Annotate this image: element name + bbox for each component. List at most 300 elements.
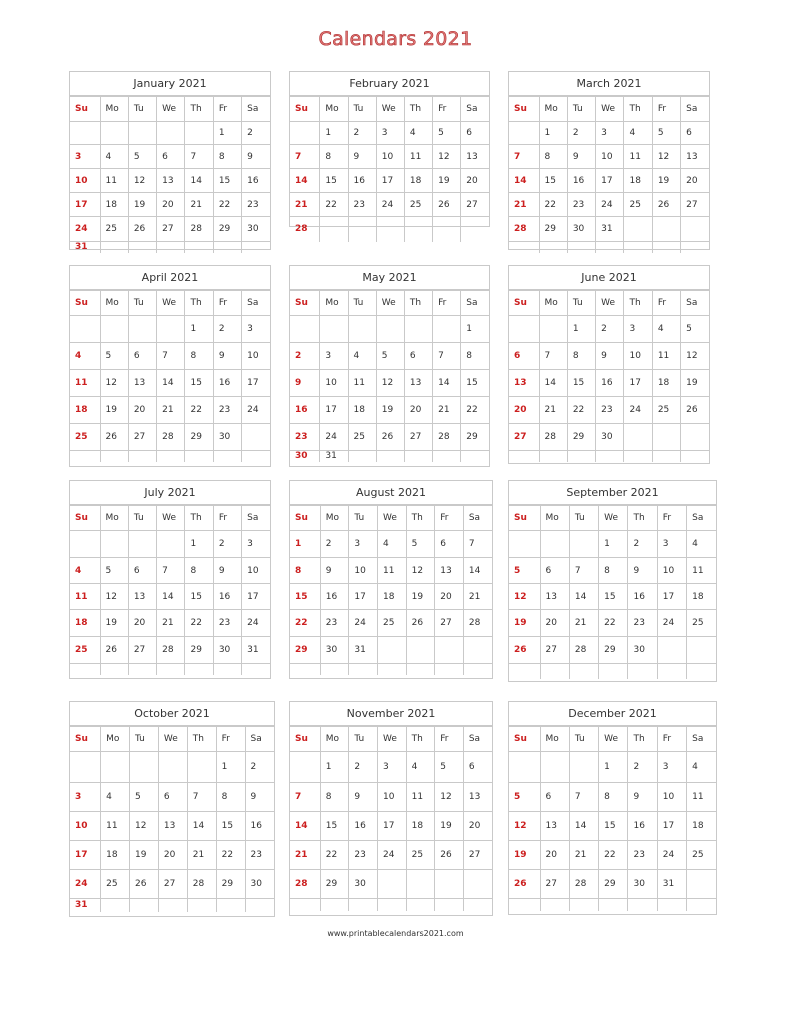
month-may	[289, 265, 490, 467]
month-march	[508, 71, 710, 250]
day-cell: 3	[376, 122, 404, 145]
day-cell: 10	[320, 370, 348, 397]
day-cell: 15	[567, 370, 595, 397]
day-cell: 9	[290, 370, 320, 397]
day-cell: 16	[213, 584, 241, 610]
day-cell: 9	[320, 558, 349, 584]
month-title: June 2021	[509, 266, 709, 290]
weekday-header: We	[599, 727, 628, 752]
weekday-header: Su	[290, 506, 320, 531]
day-cell: 1	[539, 122, 567, 145]
day-cell: 7	[569, 783, 598, 812]
day-cell	[128, 242, 156, 253]
day-cell: 14	[157, 370, 185, 397]
day-cell	[290, 752, 320, 783]
day-cell: 10	[70, 169, 100, 193]
day-cell: 26	[509, 637, 540, 664]
day-cell: 3	[349, 531, 378, 558]
weekday-header: Tu	[128, 506, 156, 531]
day-cell	[128, 122, 156, 145]
day-cell: 28	[509, 217, 539, 242]
day-cell	[320, 664, 349, 675]
day-cell	[70, 316, 100, 343]
day-cell: 5	[509, 558, 540, 584]
day-cell	[540, 664, 569, 679]
day-cell: 13	[540, 584, 569, 610]
day-cell: 22	[213, 193, 241, 217]
day-cell: 6	[435, 531, 464, 558]
day-cell: 15	[461, 370, 489, 397]
day-cell: 30	[596, 424, 624, 451]
day-cell: 21	[569, 610, 598, 637]
weekday-header: Tu	[348, 291, 376, 316]
weekday-header: Su	[290, 291, 320, 316]
week-row	[70, 812, 274, 841]
week-row	[509, 242, 709, 253]
weekday-header: Fr	[216, 727, 245, 752]
day-cell: 5	[406, 531, 435, 558]
weekday-header: Tu	[128, 97, 156, 122]
day-cell	[129, 899, 158, 912]
day-cell: 29	[567, 424, 595, 451]
weekday-header: Su	[290, 97, 320, 122]
day-cell: 29	[216, 870, 245, 899]
weekday-header: Tu	[567, 97, 595, 122]
day-cell	[158, 752, 187, 783]
day-cell	[216, 899, 245, 912]
day-cell	[463, 664, 492, 675]
weekday-header: Th	[628, 727, 657, 752]
weekday-header: Th	[628, 506, 657, 531]
week-row	[509, 343, 709, 370]
weekday-header: Su	[70, 727, 101, 752]
day-cell	[128, 531, 156, 558]
day-cell: 6	[404, 343, 432, 370]
day-cell: 7	[290, 783, 320, 812]
day-cell: 1	[185, 316, 213, 343]
day-cell: 5	[128, 145, 156, 169]
weekday-header: We	[376, 291, 404, 316]
weekday-header: Tu	[128, 291, 156, 316]
day-cell	[435, 664, 464, 675]
day-cell: 27	[128, 637, 156, 664]
day-cell: 17	[70, 193, 100, 217]
week-row	[290, 316, 489, 343]
day-cell: 24	[378, 841, 407, 870]
day-cell: 2	[213, 316, 241, 343]
day-cell: 16	[628, 584, 657, 610]
day-cell	[157, 122, 185, 145]
day-cell: 23	[245, 841, 274, 870]
weekday-header: Fr	[213, 506, 241, 531]
week-row	[290, 637, 492, 664]
weekday-header: Fr	[213, 291, 241, 316]
day-cell: 13	[681, 145, 709, 169]
weekday-header: Th	[187, 727, 216, 752]
day-cell: 6	[681, 122, 709, 145]
month-october	[69, 701, 275, 917]
week-row	[290, 451, 489, 462]
week-row	[290, 122, 489, 145]
weekday-header: Fr	[657, 727, 686, 752]
day-cell: 22	[185, 397, 213, 424]
day-cell: 19	[652, 169, 680, 193]
day-cell: 10	[242, 558, 270, 584]
day-cell: 24	[596, 193, 624, 217]
day-cell: 23	[596, 397, 624, 424]
day-cell	[157, 242, 185, 253]
day-cell: 10	[242, 343, 270, 370]
day-cell: 25	[624, 193, 652, 217]
day-cell: 11	[687, 783, 716, 812]
month-day-grid	[290, 96, 489, 242]
weekday-header: Su	[70, 506, 100, 531]
day-cell: 22	[320, 193, 348, 217]
week-row	[70, 343, 270, 370]
day-cell: 15	[290, 584, 320, 610]
weekday-header: Su	[509, 97, 539, 122]
day-cell: 8	[461, 343, 489, 370]
day-cell: 28	[185, 217, 213, 242]
day-cell: 27	[540, 870, 569, 899]
weekday-header: Su	[509, 727, 540, 752]
footer-url[interactable]: www.printablecalendars2021.com	[327, 929, 464, 938]
weekday-header: Su	[290, 727, 320, 752]
day-cell: 11	[406, 783, 435, 812]
day-cell: 26	[433, 193, 461, 217]
day-cell: 3	[242, 531, 270, 558]
day-cell: 12	[100, 370, 128, 397]
week-row	[70, 193, 270, 217]
day-cell	[509, 899, 540, 911]
day-cell	[628, 664, 657, 679]
weekday-header: We	[596, 291, 624, 316]
day-cell: 20	[540, 610, 569, 637]
month-title: April 2021	[70, 266, 270, 290]
day-cell: 15	[599, 584, 628, 610]
week-row	[290, 558, 492, 584]
day-cell: 29	[185, 424, 213, 451]
week-row	[70, 899, 274, 912]
day-cell: 16	[320, 584, 349, 610]
day-cell	[101, 899, 130, 912]
week-row	[509, 370, 709, 397]
day-cell: 14	[290, 812, 320, 841]
weekday-header: Mo	[320, 727, 349, 752]
day-cell: 23	[213, 397, 241, 424]
day-cell	[461, 451, 489, 462]
day-cell	[509, 316, 539, 343]
day-cell: 27	[128, 424, 156, 451]
weekday-header: Fr	[652, 97, 680, 122]
day-cell: 23	[628, 610, 657, 637]
day-cell: 28	[433, 424, 461, 451]
day-cell: 3	[596, 122, 624, 145]
week-row	[70, 217, 270, 242]
day-cell	[657, 637, 686, 664]
day-cell: 25	[687, 841, 716, 870]
day-cell: 21	[290, 841, 320, 870]
day-cell: 20	[461, 169, 489, 193]
day-cell	[435, 899, 464, 911]
day-cell: 31	[320, 451, 348, 462]
day-cell: 26	[128, 217, 156, 242]
week-row	[509, 899, 716, 911]
month-february	[289, 71, 490, 235]
day-cell: 18	[624, 169, 652, 193]
day-cell: 22	[216, 841, 245, 870]
day-cell	[657, 664, 686, 679]
day-cell: 12	[509, 584, 540, 610]
day-cell: 18	[687, 812, 716, 841]
weekday-header: We	[157, 97, 185, 122]
day-cell: 4	[378, 531, 407, 558]
day-cell: 30	[349, 870, 378, 899]
day-cell: 21	[463, 584, 492, 610]
day-cell: 6	[463, 752, 492, 783]
month-day-grid	[509, 726, 716, 911]
day-cell: 27	[461, 193, 489, 217]
day-cell: 7	[157, 343, 185, 370]
day-cell: 5	[129, 783, 158, 812]
day-cell	[624, 217, 652, 242]
day-cell: 13	[435, 558, 464, 584]
day-cell: 17	[378, 812, 407, 841]
day-cell	[657, 899, 686, 911]
day-cell: 30	[628, 637, 657, 664]
weekday-header: Mo	[320, 97, 348, 122]
day-cell: 1	[567, 316, 595, 343]
day-cell: 7	[569, 558, 598, 584]
week-row	[509, 558, 716, 584]
month-day-grid	[509, 96, 709, 253]
day-cell: 28	[187, 870, 216, 899]
day-cell: 22	[185, 610, 213, 637]
week-row	[290, 783, 492, 812]
day-cell	[599, 899, 628, 911]
week-row	[290, 217, 489, 242]
day-cell: 12	[433, 145, 461, 169]
day-cell: 7	[187, 783, 216, 812]
day-cell: 12	[509, 812, 540, 841]
day-cell	[433, 316, 461, 343]
week-row	[70, 370, 270, 397]
day-cell: 27	[681, 193, 709, 217]
day-cell: 26	[406, 610, 435, 637]
week-row	[509, 397, 709, 424]
day-cell: 17	[349, 584, 378, 610]
day-cell: 14	[539, 370, 567, 397]
day-cell: 8	[185, 343, 213, 370]
day-cell: 25	[652, 397, 680, 424]
weekday-header: Sa	[687, 727, 716, 752]
day-cell: 29	[599, 870, 628, 899]
day-cell	[213, 451, 241, 462]
weekday-header: Sa	[463, 727, 492, 752]
day-cell: 23	[213, 610, 241, 637]
day-cell: 25	[406, 841, 435, 870]
day-cell: 16	[348, 169, 376, 193]
day-cell: 27	[404, 424, 432, 451]
day-cell: 9	[349, 783, 378, 812]
week-row	[290, 870, 492, 899]
day-cell	[290, 316, 320, 343]
day-cell: 5	[376, 343, 404, 370]
week-row	[290, 169, 489, 193]
month-day-grid	[70, 96, 270, 253]
day-cell: 12	[681, 343, 709, 370]
day-cell: 8	[290, 558, 320, 584]
day-cell: 4	[101, 783, 130, 812]
day-cell: 13	[128, 370, 156, 397]
day-cell	[157, 664, 185, 675]
day-cell: 11	[687, 558, 716, 584]
day-cell: 18	[70, 397, 100, 424]
day-cell: 24	[657, 610, 686, 637]
day-cell	[406, 899, 435, 911]
day-cell: 24	[242, 610, 270, 637]
weekday-header: We	[599, 506, 628, 531]
weekday-header: Tu	[349, 727, 378, 752]
day-cell: 20	[404, 397, 432, 424]
day-cell	[624, 424, 652, 451]
day-cell	[596, 451, 624, 462]
day-cell	[596, 242, 624, 253]
day-cell: 12	[652, 145, 680, 169]
day-cell	[569, 531, 598, 558]
day-cell	[185, 451, 213, 462]
day-cell: 20	[435, 584, 464, 610]
weekday-header: Fr	[435, 506, 464, 531]
day-cell: 4	[348, 343, 376, 370]
day-cell: 7	[185, 145, 213, 169]
day-cell: 18	[101, 841, 130, 870]
weekday-header: Th	[185, 97, 213, 122]
day-cell	[242, 242, 270, 253]
weekday-header: Mo	[100, 97, 128, 122]
month-title: December 2021	[509, 702, 716, 726]
day-cell	[687, 637, 716, 664]
day-cell	[348, 217, 376, 242]
day-cell	[687, 664, 716, 679]
day-cell	[681, 242, 709, 253]
day-cell: 5	[100, 343, 128, 370]
day-cell: 1	[290, 531, 320, 558]
day-cell: 20	[128, 397, 156, 424]
day-cell	[320, 217, 348, 242]
day-cell	[70, 122, 100, 145]
day-cell: 4	[70, 343, 100, 370]
day-cell: 9	[628, 558, 657, 584]
day-cell	[70, 451, 100, 462]
day-cell: 13	[540, 812, 569, 841]
day-cell	[433, 217, 461, 242]
day-cell: 17	[242, 370, 270, 397]
day-cell: 11	[70, 584, 100, 610]
day-cell: 27	[463, 841, 492, 870]
day-cell: 15	[216, 812, 245, 841]
week-row	[290, 584, 492, 610]
day-cell: 13	[158, 812, 187, 841]
day-cell: 25	[687, 610, 716, 637]
month-day-grid	[290, 290, 489, 462]
week-row	[70, 145, 270, 169]
day-cell: 24	[320, 424, 348, 451]
month-day-grid	[290, 505, 492, 675]
day-cell: 1	[185, 531, 213, 558]
day-cell	[628, 899, 657, 911]
day-cell	[539, 316, 567, 343]
month-day-grid	[509, 290, 709, 462]
day-cell: 19	[129, 841, 158, 870]
week-row	[509, 841, 716, 870]
day-cell: 29	[599, 637, 628, 664]
day-cell	[128, 451, 156, 462]
weekday-header: Sa	[461, 291, 489, 316]
day-cell	[348, 316, 376, 343]
day-cell: 22	[567, 397, 595, 424]
day-cell: 11	[624, 145, 652, 169]
weekday-header: Su	[509, 506, 540, 531]
day-cell: 18	[652, 370, 680, 397]
week-row	[509, 424, 709, 451]
day-cell: 9	[567, 145, 595, 169]
week-row	[290, 397, 489, 424]
day-cell	[187, 899, 216, 912]
day-cell: 8	[216, 783, 245, 812]
day-cell: 19	[509, 841, 540, 870]
month-title: February 2021	[290, 72, 489, 96]
day-cell: 27	[509, 424, 539, 451]
day-cell: 2	[348, 122, 376, 145]
day-cell	[569, 899, 598, 911]
day-cell: 23	[242, 193, 270, 217]
day-cell	[290, 899, 320, 911]
week-row	[509, 870, 716, 899]
day-cell: 2	[596, 316, 624, 343]
day-cell: 27	[158, 870, 187, 899]
day-cell: 2	[320, 531, 349, 558]
week-row	[70, 783, 274, 812]
day-cell	[101, 752, 130, 783]
day-cell	[348, 451, 376, 462]
day-cell: 19	[509, 610, 540, 637]
week-row	[290, 370, 489, 397]
day-cell: 14	[569, 584, 598, 610]
weekday-header: Sa	[242, 506, 270, 531]
day-cell	[213, 242, 241, 253]
day-cell: 8	[539, 145, 567, 169]
day-cell: 2	[242, 122, 270, 145]
weekday-header: Mo	[540, 727, 569, 752]
week-row	[70, 610, 270, 637]
weekday-header: Sa	[245, 727, 274, 752]
day-cell	[290, 664, 320, 675]
weekday-header: Sa	[687, 506, 716, 531]
day-cell	[242, 451, 270, 462]
day-cell: 13	[461, 145, 489, 169]
day-cell: 10	[349, 558, 378, 584]
week-row	[70, 397, 270, 424]
day-cell: 8	[320, 145, 348, 169]
week-row	[509, 316, 709, 343]
day-cell: 23	[348, 193, 376, 217]
week-row	[509, 752, 716, 783]
day-cell	[378, 637, 407, 664]
day-cell: 11	[378, 558, 407, 584]
day-cell	[624, 451, 652, 462]
day-cell: 6	[157, 145, 185, 169]
